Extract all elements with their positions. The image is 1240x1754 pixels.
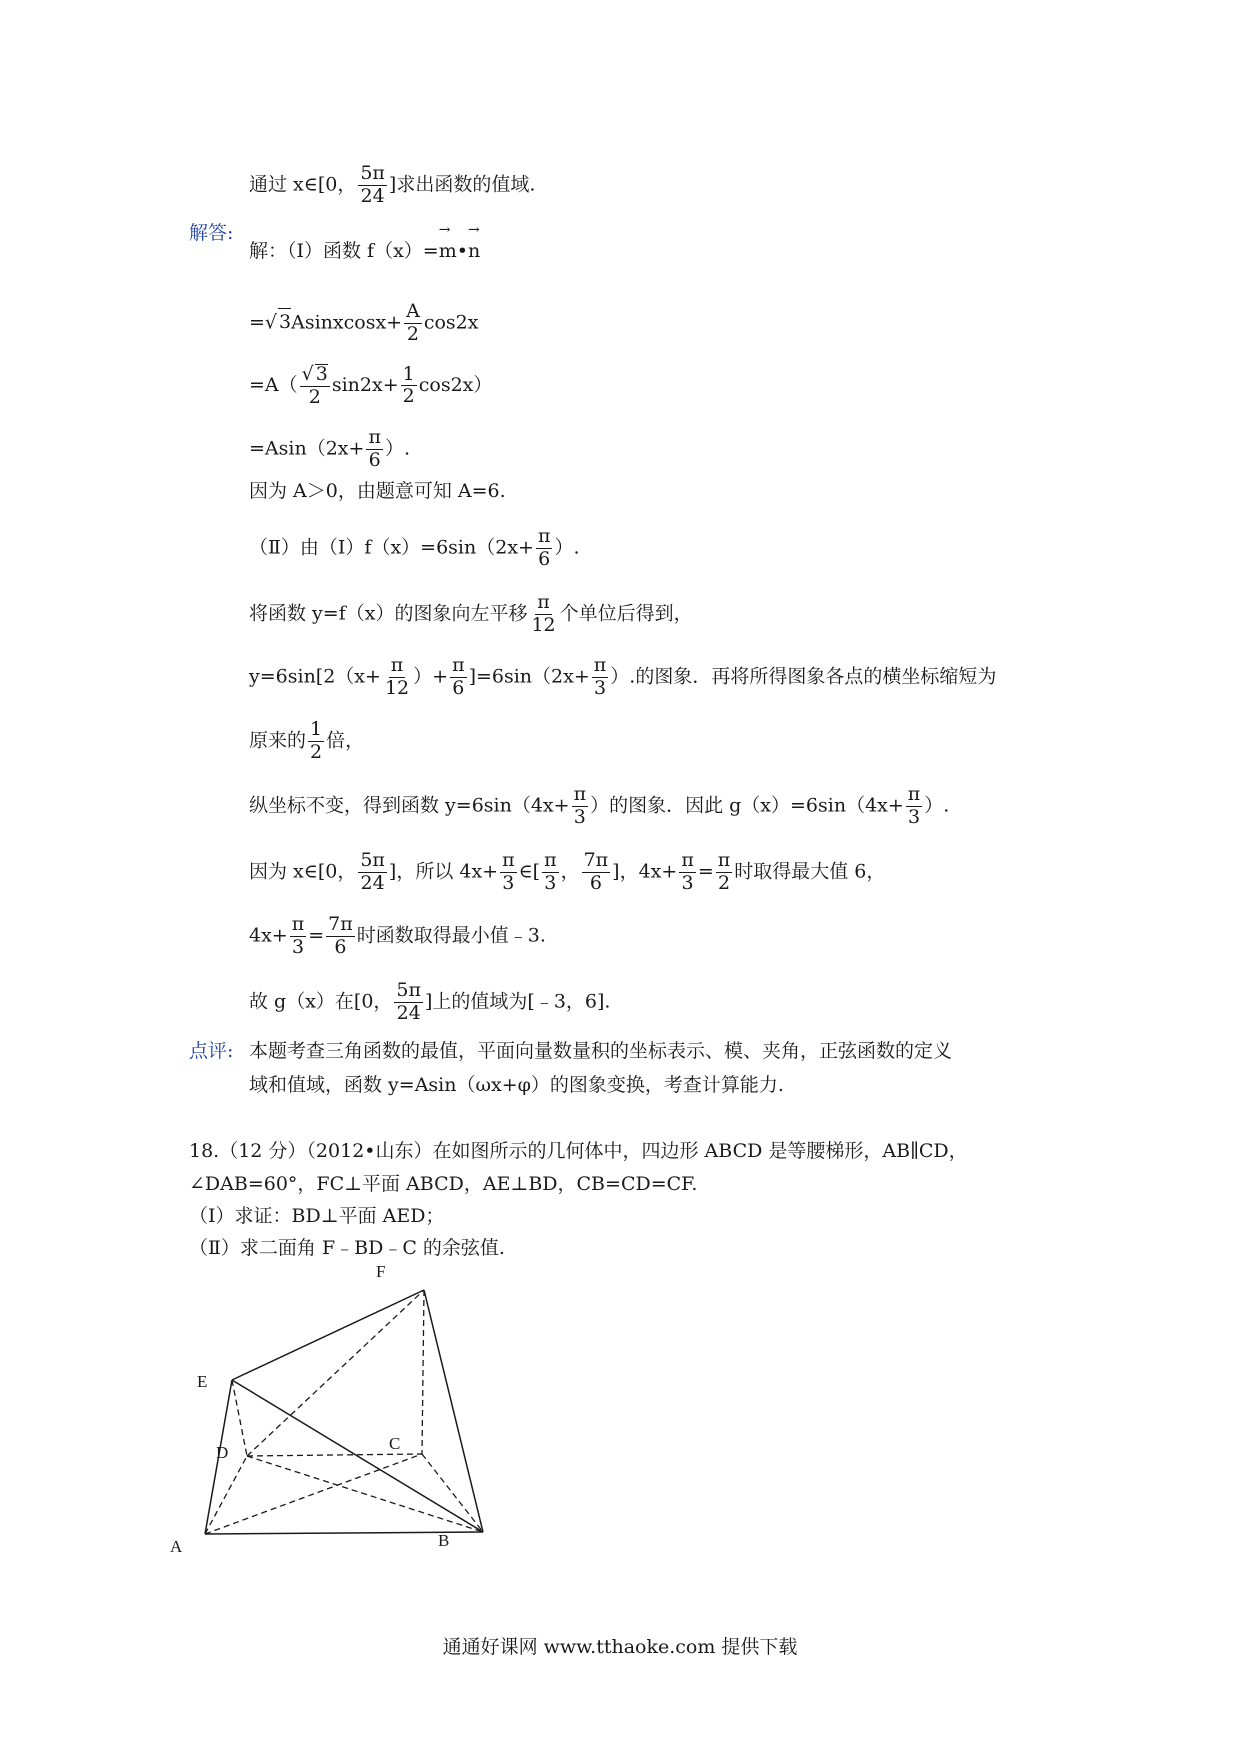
solution-line-7 (249, 593, 693, 636)
comment-line-2: 域和值域，函数 y=Asin（ωx+φ）的图象变换，考查计算能力. (249, 1074, 784, 1096)
vertex-label-C: C (389, 1434, 401, 1453)
fraction-pi-3: $\frac{\pi}{3}$ (291, 913, 305, 958)
edge-EF (232, 1290, 424, 1380)
text: ）. (554, 536, 580, 559)
solution-label: 解答: (189, 222, 234, 244)
sqrt-sign: √ (264, 311, 278, 334)
edge-DB (247, 1456, 483, 1532)
edge-DC (247, 1454, 422, 1456)
edge-ED (232, 1380, 247, 1456)
question-18-line-3: （Ⅰ）求证：BD⊥平面 AED； (189, 1205, 445, 1227)
text: 个单位后得到， (559, 602, 693, 625)
text: 因为 x∈[0， (249, 860, 357, 883)
text: = (308, 924, 325, 947)
solution-line-4 (249, 428, 410, 471)
text: ）. (924, 794, 950, 817)
fraction-pi-6: $\frac{\pi}{6}$ (452, 654, 465, 699)
text: sin2x+ (331, 373, 399, 396)
text: 将函数 y=f（x）的图象向左平移 (249, 602, 528, 625)
text: = (697, 860, 714, 883)
text: ]求出函数的值域. (388, 173, 536, 196)
fraction-5pi-24: $\frac{5\pi}{24}$ (396, 979, 421, 1024)
question-18-line-4: （Ⅱ）求二面角 F﹣BD﹣C 的余弦值. (189, 1237, 505, 1259)
fraction-sqrt3-2: $\frac{√ 3}{2}$ (301, 363, 328, 408)
text: 故 g（x）在[0， (249, 990, 393, 1013)
fraction-pi-3: $\frac{\pi}{3}$ (502, 849, 515, 894)
dot-operator: • (456, 240, 468, 262)
fraction-pi-3: $\frac{\pi}{3}$ (593, 654, 607, 699)
fraction-5pi-24: $\frac{5\pi}{24}$ (360, 162, 385, 207)
fraction-pi-12: $\frac{\pi}{12}$ (531, 591, 556, 636)
fraction-pi-3: $\frac{\pi}{3}$ (544, 849, 557, 894)
question-18-line-2: ∠DAB=60°，FC⊥平面 ABCD，AE⊥BD，CB=CD=CF. (189, 1173, 698, 1195)
solution-line-8 (249, 656, 996, 699)
text: 倍， (326, 729, 365, 752)
solution-line-9 (249, 720, 364, 763)
fraction-A-2: $\frac{A}{2}$ (406, 300, 420, 345)
footer-credit: 通通好课网 www.tthaoke.com 提供下载 (442, 1636, 798, 1658)
text: ]上的值域为[﹣3，6]. (425, 990, 611, 1013)
edge-FC (422, 1290, 424, 1454)
solution-line-6 (249, 527, 580, 570)
vector-m: → m (439, 238, 457, 264)
text: cos2x (423, 311, 479, 334)
solution-line-3 (249, 364, 492, 408)
text: cos2x） (418, 373, 493, 396)
text: （Ⅱ）由（Ⅰ）f（x）=6sin（2x+ (249, 536, 534, 559)
text: ， (560, 860, 580, 883)
fraction-5pi-24: $\frac{5\pi}{24}$ (360, 849, 385, 894)
fraction-pi-12: $\frac{\pi}{12}$ (384, 654, 410, 699)
text: ）+ (413, 665, 449, 688)
fraction-pi-3: $\frac{\pi}{3}$ (681, 849, 694, 894)
vertex-label-B: B (438, 1531, 450, 1550)
fraction-pi-3: $\frac{\pi}{3}$ (573, 783, 587, 828)
text: 通过 x∈[0， (249, 173, 357, 196)
text: ]，4x+ (612, 860, 678, 883)
text: =A（ (249, 373, 298, 396)
fraction-pi-2: $\frac{\pi}{2}$ (717, 849, 731, 894)
sqrt-content: 3 (278, 308, 291, 335)
solution-line-2 (249, 302, 478, 345)
fraction-pi-6: $\frac{\pi}{6}$ (368, 426, 381, 471)
vector-n: → n (468, 238, 480, 264)
fraction-pi-3: $\frac{\pi}{3}$ (907, 783, 921, 828)
text: ）的图象．因此 g（x）=6sin（4x+ (590, 794, 904, 817)
geometry-figure (170, 1262, 520, 1562)
fraction-1-2: $\frac{1}{2}$ (402, 362, 415, 408)
text: = (249, 311, 265, 334)
text: ）.的图象．再将所得图象各点的横坐标缩短为 (610, 665, 997, 688)
edge-DF (247, 1290, 424, 1456)
comment-line-1: 本题考查三角函数的最值，平面向量数量积的坐标表示、模、夹角，正弦函数的定义 (249, 1040, 953, 1062)
edge-FB (424, 1290, 483, 1532)
question-18-line-1: 18.（12 分）（2012•山东）在如图所示的几何体中，四边形 ABCD 是等腰梯形，AB∥CD， (189, 1140, 968, 1162)
vertex-label-F: F (376, 1262, 386, 1281)
comment-label: 点评: (189, 1040, 234, 1062)
text: 纵坐标不变，得到函数 y=6sin（4x+ (249, 794, 570, 817)
text: 原来的 (249, 729, 307, 752)
vertex-label-D: D (216, 1443, 229, 1462)
fraction-1-2: $\frac{1}{2}$ (310, 718, 323, 763)
fraction-7pi-6: $\frac{7\pi}{6}$ (583, 849, 609, 894)
solution-line-12 (249, 915, 546, 958)
edge-AC (205, 1454, 422, 1534)
solution-line-13 (249, 981, 610, 1024)
text: y=6sin[2（x+ (249, 665, 381, 688)
text: 时函数取得最小值﹣3. (356, 924, 546, 947)
vertex-label-E: E (197, 1372, 208, 1391)
solution-line-5: 因为 A＞0，由题意可知 A=6. (249, 480, 506, 502)
text: ]=6sin（2x+ (468, 665, 590, 688)
text: =Asin（2x+ (249, 437, 365, 460)
text: 解：（Ⅰ）函数 f（x）= (249, 240, 439, 262)
text: 4x+ (249, 924, 288, 947)
solution-line-10 (249, 785, 949, 828)
solution-line-11 (249, 851, 885, 894)
text: 时取得最大值 6， (734, 860, 886, 883)
vertex-label-A: A (170, 1537, 183, 1556)
text: ）. (384, 437, 410, 460)
solution-hint-line (249, 164, 535, 207)
fraction-7pi-6: $\frac{7\pi}{6}$ (328, 913, 353, 958)
text: ∈[ (518, 860, 541, 883)
solution-line-1 (249, 238, 480, 264)
text: ]，所以 4x+ (388, 860, 499, 883)
fraction-pi-6: $\frac{\pi}{6}$ (537, 525, 551, 570)
text: Asinxcosx+ (291, 311, 403, 334)
